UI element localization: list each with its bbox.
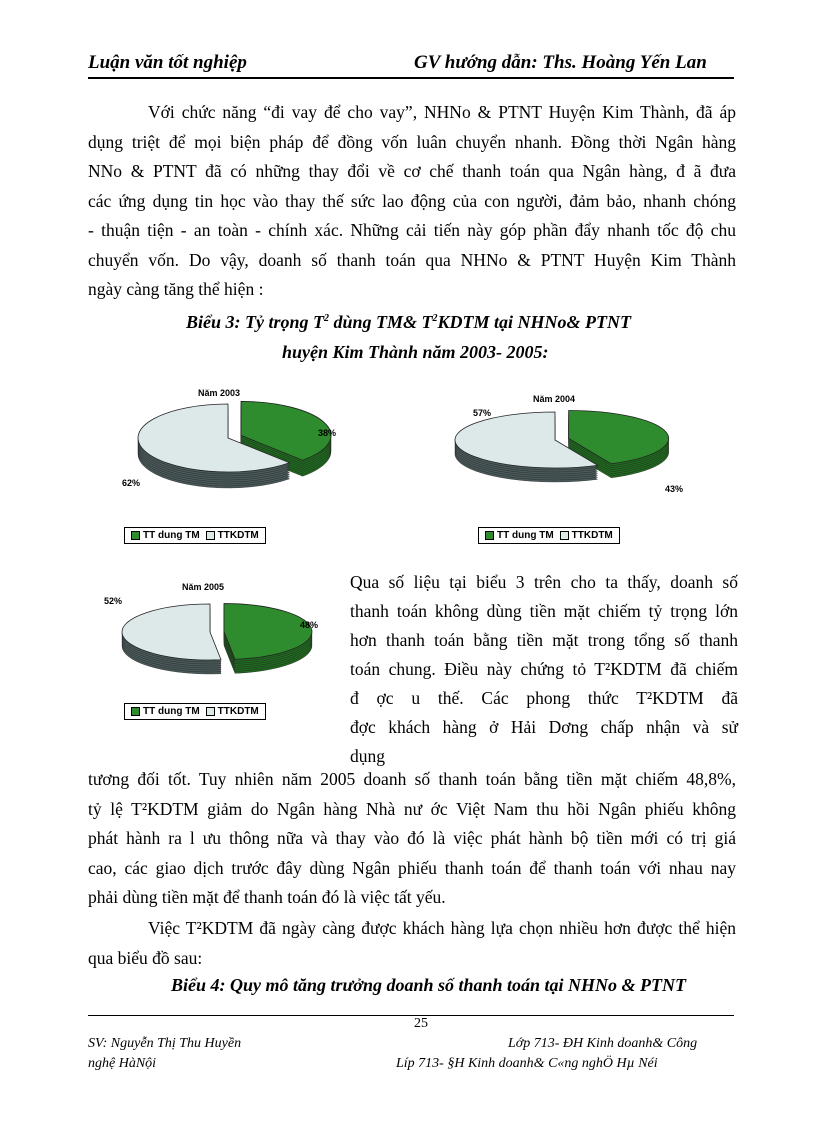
text-line: qua biểu đồ sau: <box>88 947 203 968</box>
data-label: 38% <box>318 428 337 438</box>
text-line: phải dùng tiền mặt để thanh toán đó là việc tất yếu. <box>88 887 446 907</box>
footer-class: Lớp 713- ĐH Kinh doanh& Công <box>508 1036 698 1051</box>
legend-2004 <box>478 527 620 544</box>
legend-item-tm: TT dung TM <box>131 530 200 541</box>
text-line: tỷ lệ T²KDTM giảm do Ngân hàng Nhà nư ớc Việt Nam thu hồi Ngân phiếu không <box>88 798 736 819</box>
legend-item-tm: TT dung TM <box>131 706 200 717</box>
text-line: tương đối tốt. Tuy nhiên năm 2005 doanh số thanh toán bằng tiền mặt chiếm 48,8%, <box>88 769 736 789</box>
text-line: thanh toán không dùng tiền mặt chiếm tỷ trọng lớn <box>350 601 738 621</box>
footer-school: nghệ HàNội <box>88 1056 157 1071</box>
paragraph-intro <box>88 98 736 305</box>
text-line: chuyển vốn. Do vậy, doanh số thanh toán qua NHNo & PTNT Huyện Kim Thành <box>88 249 736 270</box>
paragraph-transition <box>88 914 736 973</box>
data-label: 57% <box>473 408 492 418</box>
text-line: ngày càng tăng thể hiện : <box>88 279 264 299</box>
legend-item-kdtm: TTKDTM <box>206 530 259 541</box>
chart-caption-4: Biểu 4: Quy mô tăng trưởng doanh số thanh toán tại NHNo & PTNT <box>171 975 687 995</box>
data-label: 48% <box>300 620 319 630</box>
text-line: - thuận tiện - an toàn - chính xác. Những cải tiến này góp phần đẩy nhanh tốc độ chu <box>88 220 736 240</box>
footer-student: SV: Nguyễn Thị Thu Huyền <box>88 1036 242 1051</box>
pie-chart-2004 <box>445 388 705 498</box>
text-line: NNo & PTNT đã có những thay đổi về cơ chế thanh toán qua Ngân hàng, đ ã đưa <box>88 161 736 181</box>
text-line: Qua số liệu tại biểu 3 trên cho ta thấy, doanh số <box>350 572 738 592</box>
text-line: cao, các giao dịch trước đây dùng Ngân phiếu thanh toán để thanh toán với nhau nay <box>88 857 736 878</box>
header-title: Luận văn tốt nghiệp <box>88 52 247 73</box>
text-line: dụng triệt để mọi biện pháp để đồng vốn luân chuyển nhanh. Đồng thời Ngân hàng <box>88 131 736 152</box>
text-line: đ ợc u thế. Các phong thức T²KDTM đã <box>350 688 738 708</box>
legend-2005 <box>124 703 266 720</box>
text-line: toán chung. Điều này chứng tỏ T²KDTM đã chiếm <box>350 659 738 679</box>
pie-chart-2005 <box>100 574 340 694</box>
chart-caption-line2: huyện Kim Thành năm 2003- 2005: <box>282 342 549 362</box>
paragraph-analysis <box>88 765 736 913</box>
text-line: Việc T²KDTM đã ngày càng được khách hàng lựa chọn nhiều hơn được thể hiện <box>148 918 736 938</box>
text-line: các ứng dụng tin học vào thay thế sức lao động của con người, đảm bảo, nhanh chóng <box>88 190 736 211</box>
chart-title: Năm 2005 <box>182 582 225 592</box>
chart-caption: Biểu 3: Tỷ trọng $T^2$ dùng TM& $T^2KDTM$ tại NHNo& PTNT <box>186 312 632 332</box>
data-label: 52% <box>104 596 123 606</box>
legend-2003 <box>124 527 266 544</box>
legend-item-kdtm: TTKDTM <box>560 530 613 541</box>
legend-item-kdtm: TTKDTM <box>206 706 259 717</box>
header-rule <box>88 77 734 79</box>
data-label: 43% <box>665 484 684 494</box>
text-line: hơn thanh toán bằng tiền mặt trong tổng số thanh <box>350 630 738 650</box>
chart-title: Năm 2003 <box>198 388 241 398</box>
text-line: đợc khách hàng ở Hải Dơng chấp nhận và sử <box>350 717 738 737</box>
text-line: phát hành ra l ưu thông nữa và thay vào đó là việc phát hành bộ tiền mới có trị giá <box>88 828 736 848</box>
footer-rule <box>88 1015 734 1016</box>
footer-class-garbled: Líp 713- §H Kinh doanh& C«ng nghÖ Hµ Néi <box>396 1056 658 1071</box>
header-advisor: GV hướng dẫn: Ths. Hoàng Yến Lan <box>414 52 707 73</box>
legend-item-tm: TT dung TM <box>485 530 554 541</box>
text-line: Với chức năng “đi vay để cho vay”, NHNo & PTNT Huyện Kim Thành, đã áp <box>148 102 736 122</box>
chart-title: Năm 2004 <box>533 394 576 404</box>
pie-chart-2003 <box>118 378 358 518</box>
page-number: 25 <box>414 1016 428 1031</box>
data-label: 62% <box>122 478 141 488</box>
chart-commentary <box>350 568 738 771</box>
text-line: dụng <box>350 746 385 766</box>
